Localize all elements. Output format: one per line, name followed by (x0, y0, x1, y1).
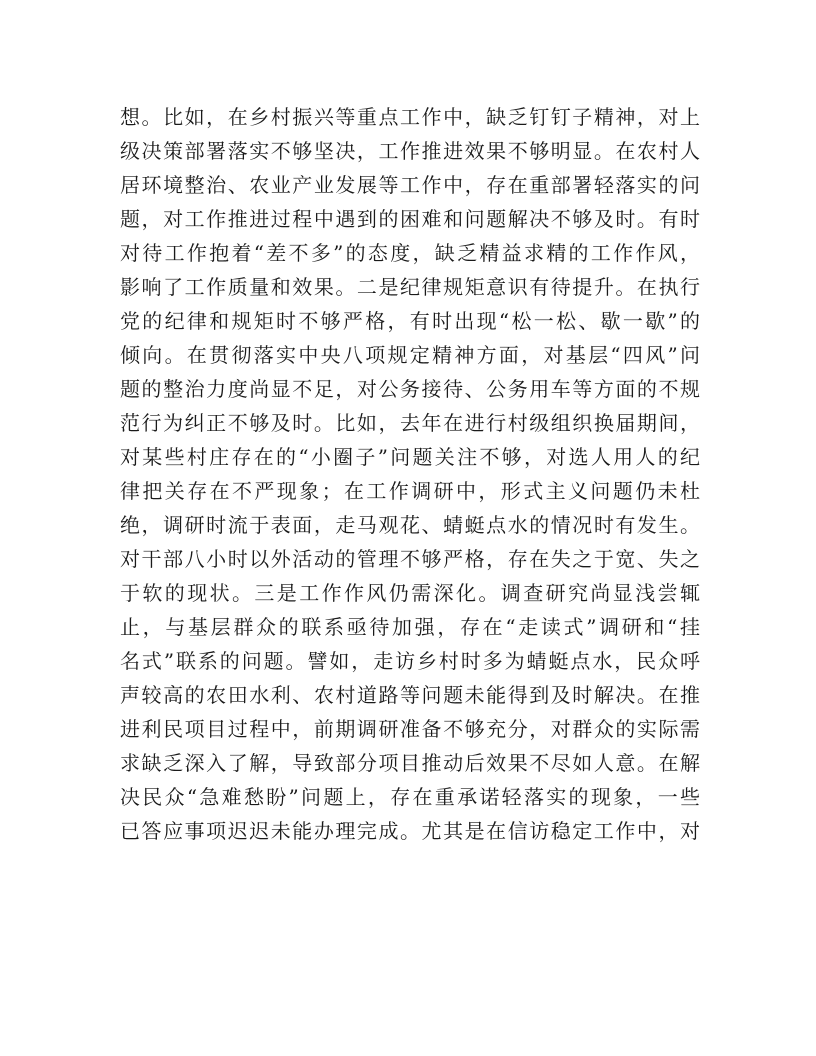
text-line: 范行为纠正不够及时。比如，去年在进行村级组织换届期间， (120, 411, 700, 435)
text-line: 居环境整治、农业产业发展等工作中，存在重部署轻落实的问 (120, 173, 700, 197)
text-line: 绝，调研时流于表面，走马观花、蜻蜓点水的情况时有发生。 (120, 513, 700, 537)
text-line: 影响了工作质量和效果。二是纪律规矩意识有待提升。在执行 (120, 275, 700, 299)
text-line: 级决策部署落实不够坚决，工作推进效果不够明显。在农村人 (120, 139, 700, 163)
text-line: 对待工作抱着“差不多”的态度，缺乏精益求精的工作作风， (120, 241, 700, 265)
body-text (120, 100, 700, 848)
text-line: 已答应事项迟迟未能办理完成。尤其是在信访稳定工作中，对 (120, 819, 700, 843)
text-line: 律把关存在不严现象；在工作调研中，形式主义问题仍未杜 (120, 479, 700, 503)
text-line: 于软的现状。三是工作作风仍需深化。调查研究尚显浅尝辄 (120, 581, 700, 605)
text-line: 求缺乏深入了解，导致部分项目推动后效果不尽如人意。在解 (120, 751, 700, 775)
text-line: 对干部八小时以外活动的管理不够严格，存在失之于宽、失之 (120, 547, 700, 571)
text-line: 倾向。在贯彻落实中央八项规定精神方面，对基层“四风”问 (120, 343, 700, 367)
text-line: 题的整治力度尚显不足，对公务接待、公务用车等方面的不规 (120, 377, 700, 401)
text-line: 止，与基层群众的联系亟待加强，存在“走读式”调研和“挂 (120, 615, 700, 639)
text-line: 党的纪律和规矩时不够严格，有时出现“松一松、歇一歇”的 (120, 309, 700, 333)
text-line: 决民众“急难愁盼”问题上，存在重承诺轻落实的现象，一些 (120, 785, 700, 809)
text-line: 想。比如，在乡村振兴等重点工作中，缺乏钉钉子精神，对上 (120, 105, 700, 129)
text-line: 进利民项目过程中，前期调研准备不够充分，对群众的实际需 (120, 717, 700, 741)
text-line: 声较高的农田水利、农村道路等问题未能得到及时解决。在推 (120, 683, 700, 707)
text-line: 对某些村庄存在的“小圈子”问题关注不够，对选人用人的纪 (120, 445, 700, 469)
text-line: 题，对工作推进过程中遇到的困难和问题解决不够及时。有时 (120, 207, 700, 231)
text-line: 名式”联系的问题。譬如，走访乡村时多为蜻蜓点水，民众呼 (120, 649, 700, 673)
